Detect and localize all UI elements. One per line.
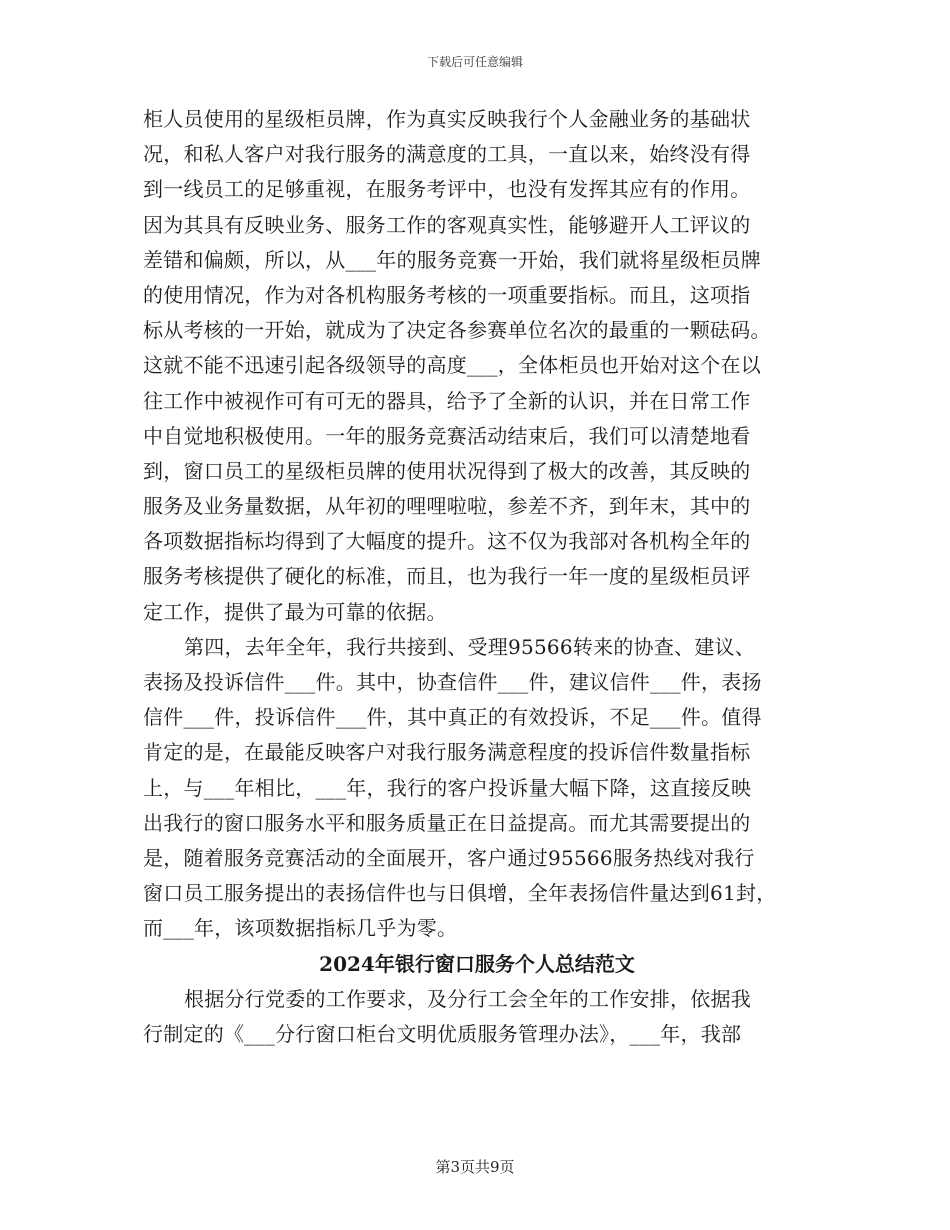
paragraph-3 [143, 982, 811, 1052]
text-line: 中自觉地积极使用。一年的服务竞赛活动结束后，我们可以清楚地看 [143, 423, 751, 448]
text-line: 因为其具有反映业务、服务工作的客观真实性，能够避开人工评议的 [143, 212, 751, 237]
text-line: 柜人员使用的星级柜员牌，作为真实反映我行个人金融业务的基础状 [143, 107, 751, 131]
section-title: 2024年银行窗口服务个人总结范文 [319, 951, 635, 976]
text-line: 行制定的《___分行窗口柜台文明优质服务管理办法》，___年，我部 [143, 1021, 742, 1046]
text-line: 窗口员工服务提出的表扬信件也与日俱增，全年表扬信件量达到61封， [143, 881, 777, 906]
text-line: 肯定的是，在最能反映客户对我行服务满意程度的投诉信件数量指标 [143, 740, 751, 765]
text-line: 差错和偏颇，所以，从___年的服务竞赛一开始，我们就将星级柜员牌 [143, 247, 761, 272]
page-number: 第3页共9页 [435, 1158, 515, 1176]
paragraph-2 [143, 630, 811, 947]
text-line: 根据分行党委的工作要求，及分行工会全年的工作安排，依据我 [184, 986, 751, 1011]
text-line: 信件___件，投诉信件___件，其中真正的有效投诉，不足___件。值得 [143, 705, 762, 730]
text-line: 上，与___年相比，___年，我行的客户投诉量大幅下降，这直接反映 [143, 775, 752, 800]
text-line: 第四，去年全年，我行共接到、受理95566转来的协查、建议、 [184, 634, 756, 659]
document-body [143, 102, 811, 1052]
text-line: 各项数据指标均得到了大幅度的提升。这不仅为我部对各机构全年的 [143, 529, 751, 554]
text-line: 出我行的窗口服务水平和服务质量正在日益提高。而尤其需要提出的 [143, 810, 751, 835]
text-line: 这就不能不迅速引起各级领导的高度___，全体柜员也开始对这个在以 [143, 353, 761, 378]
text-line: 到一线员工的足够重视，在服务考评中，也没有发挥其应有的作用。 [143, 177, 751, 202]
text-line: 的使用情况，作为对各机构服务考核的一项重要指标。而且，这项指 [143, 282, 751, 307]
text-line: 表扬及投诉信件___件。其中，协查信件___件，建议信件___件，表扬 [143, 670, 762, 694]
page-header: 下载后可任意编辑 [426, 55, 523, 69]
text-line: 标从考核的一开始，就成为了决定各参赛单位名次的最重的一颗砝码。 [143, 318, 771, 343]
text-line: 服务及业务量数据，从年初的哩哩啦啦，参差不齐，到年末，其中的 [143, 494, 751, 519]
paragraph-1 [143, 102, 811, 630]
text-line: 到，窗口员工的星级柜员牌的使用状况得到了极大的改善，其反映的 [143, 458, 751, 483]
text-line: 而___年，该项数据指标几乎为零。 [143, 916, 458, 941]
text-line: 是，随着服务竞赛活动的全面展开，客户通过95566服务热线对我行 [143, 845, 755, 870]
text-line: 服务考核提供了硬化的标准，而且，也为我行一年一度的星级柜员评 [143, 564, 751, 589]
text-line: 定工作，提供了最为可靠的依据。 [143, 599, 447, 624]
text-line: 况，和私人客户对我行服务的满意度的工具，一直以来，始终没有得 [143, 142, 751, 167]
text-line: 往工作中被视作可有可无的器具，给予了全新的认识，并在日常工作 [143, 388, 751, 413]
